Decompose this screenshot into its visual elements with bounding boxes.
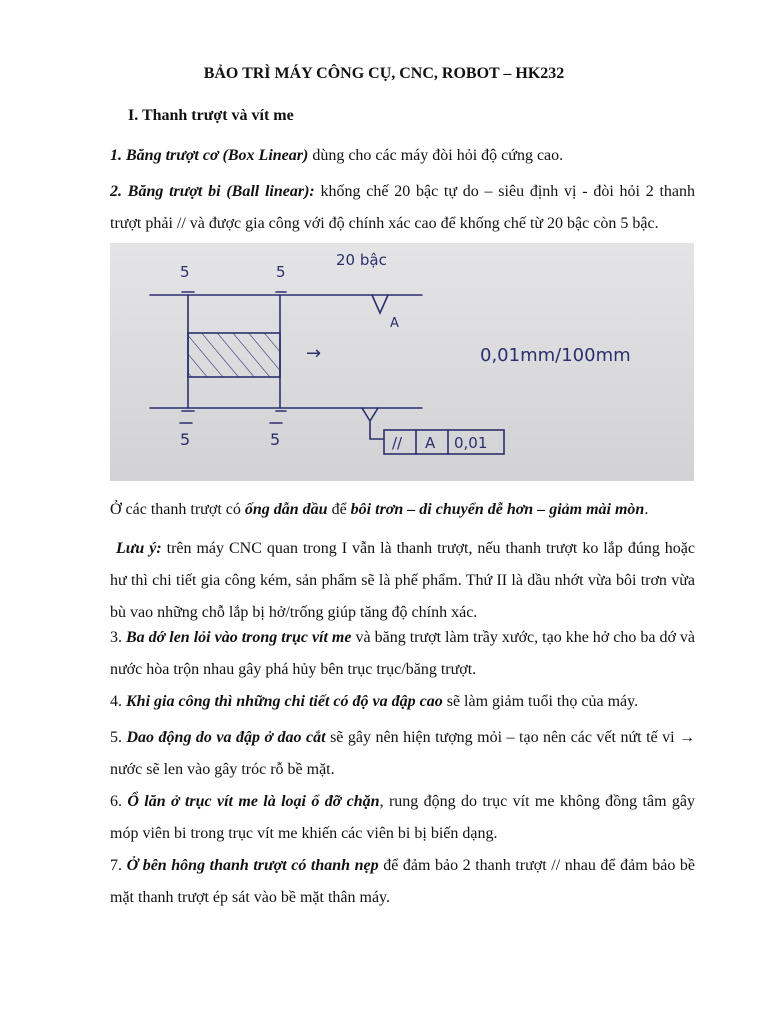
item-number: 7. [110, 857, 127, 874]
paragraph-text: sẽ gây nên hiện tượng mỏi – tạo nên các vết nứt tế vi → nước sẽ len vào gây tróc rỗ bề mặt. [110, 729, 696, 778]
note-20-bac: 20 bậc [336, 251, 387, 269]
frame-leader-line [362, 408, 384, 439]
item-number: 6. [110, 793, 128, 810]
item-term: Dao động do va đập ở dao cắt [126, 729, 326, 746]
frame-symbol-parallel: // [392, 434, 403, 452]
datum-symbol [372, 295, 388, 313]
paragraph-text: , rung động do trục vít me không đồng tâm gây móp viên bi trong trục vít me khiến các viên bi bị biến dạng. [110, 793, 696, 842]
paragraph-text: sẽ làm giảm tuổi thọ của máy. [442, 693, 639, 710]
item-term: Ở bên hông thanh trượt có thanh nẹp [126, 857, 379, 874]
paragraph-text: để [327, 501, 351, 518]
item-term: Ba dớ len lỏi vào trong trục vít me [126, 629, 352, 646]
paragraph-text: khống chế 20 bậc tự do – siêu định vị - đòi hỏi 2 thanh trượt phải // và được gia công với độ chính xác cao để khống chế từ 20 bậc còn 5 bậc. [110, 183, 696, 232]
paragraph-note [110, 533, 695, 629]
tolerance-note: 0,01mm/100mm [480, 345, 631, 366]
direction-arrow: → [306, 343, 322, 364]
hatched-carriage-block [188, 333, 280, 377]
paragraph-item-4 [110, 686, 695, 718]
term-box-linear: Băng trượt cơ (Box Linear) [126, 147, 309, 164]
frame-value: 0,01 [454, 434, 488, 452]
rail-tolerance-sketch [110, 243, 694, 481]
item-number: 5. [110, 729, 127, 746]
section-heading: I. Thanh trượt và vít me [128, 107, 294, 124]
item-term: Khi gia công thì những chi tiết có độ va đập cao [126, 693, 443, 710]
paragraph-2 [110, 176, 695, 240]
paragraph-1 [110, 140, 695, 172]
paragraph-item-7 [110, 850, 695, 914]
paragraph-text: . [644, 501, 649, 518]
paragraph-text: Ở các thanh trượt có [110, 501, 245, 518]
note-label: Lưu ý: [116, 540, 162, 557]
paragraph-text: trên máy CNC quan trong I vẫn là thanh trượt, nếu thanh trượt ko lắp đúng hoặc hư thì chi tiết gia công kém, sản phẩm sẽ là phế phẩm. Thứ II là dầu nhớt vừa bôi trơn vừa bù vao những chỗ lắp bị hở/trống giúp tăng độ chính xác. [110, 540, 696, 621]
item-number: 4. [110, 693, 126, 710]
datum-label-a: A [390, 316, 399, 331]
term-lubrication: bôi trơn – di chuyển dễ hơn – giảm mài mòn [350, 501, 645, 518]
item-number: 2. [110, 183, 122, 200]
item-number: 1. [110, 147, 122, 164]
handwritten-sketch-photo [110, 243, 694, 481]
label-five: 5 [276, 263, 286, 281]
paragraph-text: và băng trượt làm trầy xước, tạo khe hở cho ba dớ và nước hòa trộn nhau gây phá hủy bên trục trục/băng trượt. [110, 629, 696, 678]
label-five: 5 [270, 430, 281, 449]
frame-datum: A [425, 434, 436, 452]
paragraph-item-6 [110, 786, 695, 850]
paragraph-text: dùng cho các máy đòi hỏi độ cứng cao. [308, 147, 564, 164]
term-oil-pipe: ống dẫn dầu [244, 501, 328, 518]
document-title: BẢO TRÌ MÁY CÔNG CỤ, CNC, ROBOT – HK232 [203, 65, 565, 82]
paragraph-item-5 [110, 722, 695, 786]
paragraph-item-3 [110, 622, 695, 686]
paragraph-3 [110, 494, 695, 526]
term-ball-linear: Băng trượt bi (Ball linear): [127, 183, 315, 200]
item-number: 3. [110, 629, 126, 646]
label-five: 5 [180, 263, 190, 281]
label-five: 5 [180, 430, 191, 449]
paragraph-text: để đảm bảo 2 thanh trượt // nhau để đảm bảo bề mặt thanh trượt ép sát vào bề mặt thân máy. [110, 857, 695, 906]
item-term: Ổ lăn ở trục vít me là loại ổ đỡ chặn [127, 793, 380, 810]
